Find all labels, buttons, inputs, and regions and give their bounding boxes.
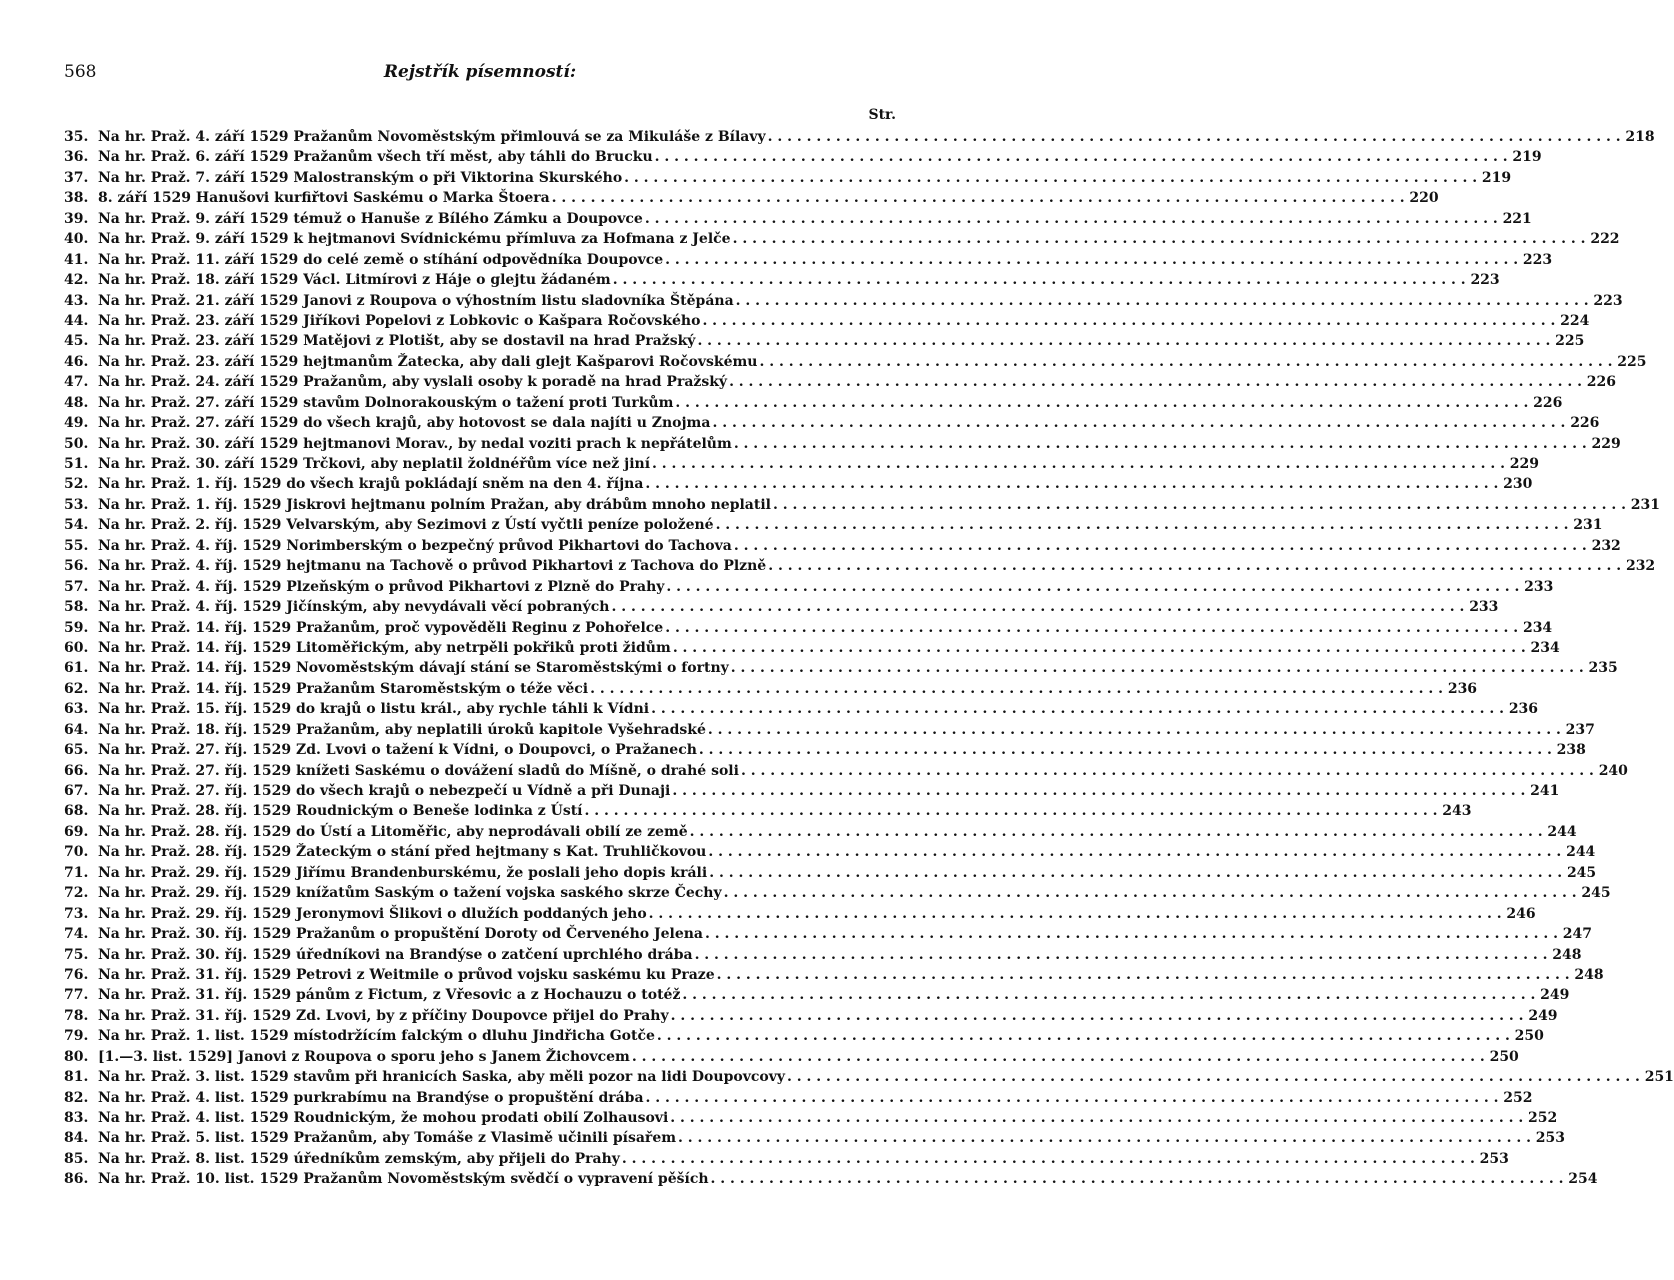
entry-text: Na hr. Praž. 4. říj. 1529 Jičínským, aby nevydávali věcí pobraných [98,599,610,616]
register-entry [64,1088,1533,1108]
entry-page: 252 [1528,1110,1558,1126]
entry-page: 229 [1591,435,1621,452]
entry-page: 223 [1593,292,1623,309]
register-entry [64,924,1592,944]
leader-dots [712,413,1565,433]
entry-text: Na hr. Praž. 18. říj. 1529 Pražanům, aby neplatili úroků kapitole Vyšehradské [98,721,706,738]
leader-dots [649,904,1502,924]
entry-number: 40. [64,231,89,248]
page-header [64,62,896,86]
entry-text: Na hr. Praž. 30. říj. 1529 úředníkovi na Brandýse o zatčení uprchlého drába [98,946,693,963]
register-entry [64,372,1617,392]
entry-page: 221 [1502,210,1532,227]
register-entry [64,454,1539,474]
entry-page: 231 [1573,517,1603,534]
register-entry [64,1149,1509,1169]
leader-dots [584,801,1437,821]
leader-dots [733,229,1586,249]
register-entry [64,515,1603,535]
entry-text: Na hr. Praž. 27. září 1529 do všech krajů, aby hotovost se dala najíti u Znojma [98,415,711,432]
entry-number: 60. [64,639,89,656]
leader-dots [734,536,1587,556]
leader-dots [711,1169,1564,1189]
entry-number: 69. [64,823,89,840]
entry-page: 223 [1470,272,1500,289]
entry-text: Na hr. Praž. 31. říj. 1529 Petrovi z Weitmile o průvod vojsku saskému ku Praze [98,966,715,983]
entry-number: 47. [64,374,89,391]
register-list [64,127,1674,1190]
register-entry [64,904,1536,924]
entry-page: 245 [1581,885,1611,902]
entry-number: 50. [64,435,89,452]
leader-dots [651,699,1504,719]
leader-dots [622,1149,1475,1169]
register-entry [64,434,1621,454]
entry-page: 243 [1442,803,1472,820]
register-entry [64,229,1620,249]
entry-number: 74. [64,926,89,943]
register-entry [64,209,1532,229]
leader-dots [624,168,1477,188]
register-entry [64,679,1478,699]
register-entry [64,945,1582,965]
entry-text: Na hr. Praž. 29. říj. 1529 Jiřímu Brandenburskému, že poslali jeho dopis králi [98,864,708,881]
entry-number: 36. [64,149,89,166]
entry-page: 248 [1574,966,1604,983]
entry-page: 236 [1447,680,1478,697]
entry-page: 250 [1514,1028,1544,1045]
entry-text: Na hr. Praž. 31. říj. 1529 Zd. Lvovi, by z příčiny Doupovce přijel do Prahy [98,1007,669,1024]
entry-number: 81. [64,1069,89,1086]
entry-page: 235 [1588,660,1618,677]
entry-page: 251 [1644,1069,1674,1086]
entry-text: Na hr. Praž. 31. říj. 1529 pánům z Fictum, z Vřesovic a z Hochauzu o totéž [98,987,681,1004]
entry-text: Na hr. Praž. 5. list. 1529 Pražanům, aby Tomáše z Vlasimě učinili písařem [98,1130,677,1147]
entry-text: Na hr. Praž. 21. září 1529 Janovi z Roupova o výhostním listu sladovníka Štěpána [98,292,734,309]
entry-text: Na hr. Praž. 28. říj. 1529 Žateckým o stání před hejtmany s Kat. Truhličkovou [98,844,707,861]
leader-dots [787,1067,1640,1087]
entry-number: 46. [64,353,89,370]
leader-dots [699,740,1552,760]
register-entry [64,1128,1566,1148]
entry-text: [1.—3. list. 1529] Janovi z Roupova o sporu jeho s Janem Žichovcem [98,1048,630,1065]
register-entry [64,270,1500,290]
leader-dots [670,1108,1523,1128]
leader-dots [632,1047,1485,1067]
register-entry [64,1067,1674,1087]
entry-number: 59. [64,619,89,636]
entry-number: 72. [64,885,89,902]
entry-number: 61. [64,660,89,677]
leader-dots [655,147,1508,167]
register-entry [64,597,1499,617]
entry-page: 225 [1555,333,1585,350]
leader-dots [773,495,1626,515]
leader-dots [708,720,1561,740]
entry-page: 226 [1533,394,1563,411]
entry-number: 45. [64,333,89,350]
entry-page: 234 [1530,639,1560,656]
entry-page: 233 [1469,599,1499,616]
register-entry [64,1026,1544,1046]
leader-dots [675,393,1528,413]
entry-page: 224 [1560,312,1590,329]
register-entry [64,474,1533,494]
entry-text: Na hr. Praž. 18. září 1529 Václ. Litmírovi z Háje o glejtu žádaném [98,272,611,289]
leader-dots [646,1088,1499,1108]
register-entry [64,147,1542,167]
entry-number: 55. [64,537,89,554]
entry-page: 234 [1522,619,1553,636]
entry-page: 248 [1552,946,1582,963]
register-entry [64,863,1597,883]
running-title: Rejstřík písemností: [383,62,577,82]
entry-number: 71. [64,864,89,881]
leader-dots [690,822,1543,842]
register-entry [64,556,1656,576]
register-entry [64,536,1621,556]
leader-dots [657,1026,1510,1046]
leader-dots [613,270,1466,290]
entry-number: 83. [64,1110,89,1126]
register-entry [64,291,1623,311]
entry-number: 86. [64,1171,89,1188]
entry-page: 249 [1528,1007,1558,1024]
entry-number: 43. [64,292,89,309]
register-entry [64,761,1628,781]
register-entry [64,311,1590,331]
entry-text: Na hr. Praž. 14. říj. 1529 Pražanům Staroměstským o téže věci [98,680,589,697]
entry-text: Na hr. Praž. 1. říj. 1529 Jiskrovi hejtmanu polním Pražan, aby drábům mnoho neplatil [98,496,771,513]
entry-page: 249 [1540,987,1570,1004]
entry-page: 240 [1598,762,1628,779]
entry-page: 219 [1512,149,1542,166]
entry-number: 78. [64,1007,89,1024]
entry-number: 80. [64,1048,89,1065]
entry-page: 229 [1509,456,1539,472]
entry-number: 85. [64,1150,89,1167]
entry-text: Na hr. Praž. 30. říj. 1529 Pražanům o propuštění Doroty od Červeného Jelena [98,926,703,943]
leader-dots [590,679,1443,699]
entry-text: Na hr. Praž. 23. září 1529 hejtmanům Žatecka, aby dali glejt Kašparovi Ročovskému [98,353,758,370]
entry-number: 75. [64,946,89,963]
register-entry [64,699,1539,719]
entry-page: 253 [1479,1150,1509,1167]
entry-number: 63. [64,701,89,718]
register-entry [64,250,1553,270]
entry-page: 245 [1566,864,1597,881]
page-number: 568 [64,62,97,82]
entry-number: 49. [64,415,89,432]
entry-text: Na hr. Praž. 4. říj. 1529 Norimberským o bezpečný průvod Pikhartovi do Tachova [98,537,732,554]
entry-number: 66. [64,762,89,779]
entry-text: Na hr. Praž. 23. září 1529 Matějovi z Plotišt, aby se dostavil na hrad Pražský [98,333,696,350]
entry-text: Na hr. Praž. 23. září 1529 Jiříkovi Popelovi z Lobkovic o Kašpara Ročovského [98,312,701,329]
entry-page: 250 [1489,1048,1519,1065]
entry-number: 56. [64,558,89,575]
leader-dots [673,638,1526,658]
entry-page: 241 [1530,783,1560,799]
entry-text: Na hr. Praž. 10. list. 1529 Pražanům Novoměstským svědčí o vypravení pěších [98,1171,709,1188]
entry-text: Na hr. Praž. 3. list. 1529 stavům při hranicích Saska, aby měli pozor na lidi Doupovcovy [98,1069,785,1086]
register-entry [64,883,1611,903]
entry-number: 64. [64,721,89,738]
leader-dots [759,352,1612,372]
entry-number: 58. [64,599,89,616]
entry-text: Na hr. Praž. 24. září 1529 Pražanům, aby vyslali osoby k poradě na hrad Pražský [98,374,728,391]
register-entry [64,352,1647,372]
register-entry [64,658,1618,678]
entry-number: 79. [64,1028,89,1045]
entry-number: 52. [64,476,89,493]
entry-number: 38. [64,190,89,207]
leader-dots [724,883,1577,903]
register-entry [64,781,1560,801]
entry-page: 231 [1630,496,1660,513]
entry-number: 42. [64,272,89,289]
leader-dots [768,127,1621,147]
entry-number: 57. [64,578,89,595]
register-entry [64,1169,1598,1189]
entry-text: Na hr. Praž. 14. říj. 1529 Novoměstským dávají stání se Staroměstskými o fortny [98,660,729,677]
entry-page: 218 [1625,129,1655,145]
entry-page: 237 [1565,721,1595,738]
entry-page: 247 [1562,926,1592,943]
entry-number: 48. [64,394,89,411]
entry-text: Na hr. Praž. 1. list. 1529 místodržícím falckým o dluhu Jindřicha Gotče [98,1028,655,1045]
entry-text: Na hr. Praž. 4. září 1529 Pražanům Novoměstským přimlouvá se za Mikuláše z Bílavy [98,129,766,145]
entry-number: 37. [64,169,89,186]
entry-text: Na hr. Praž. 27. září 1529 stavům Dolnorakouským o tažení proti Turkům [98,394,674,411]
entry-text: Na hr. Praž. 9. září 1529 k hejtmanovi Svídnickému přímluva za Hofmana z Jelče [98,231,731,248]
register-entry [64,413,1600,433]
entry-text: 8. září 1529 Hanušovi kurfiřtovi Saskému o Marka Štoera [98,190,550,207]
entry-text: Na hr. Praž. 8. list. 1529 úředníkům zemským, aby přijeli do Prahy [98,1150,620,1167]
entry-number: 84. [64,1130,89,1147]
entry-text: Na hr. Praž. 6. září 1529 Pražanům všech tří měst, aby táhli do Brucku [98,149,653,166]
leader-dots [716,515,1569,535]
register-entry [64,393,1563,413]
entry-page: 219 [1481,169,1512,186]
entry-text: Na hr. Praž. 14. říj. 1529 Pražanům, proč vypověděli Reginu z Pohořelce [98,619,664,636]
entry-text: Na hr. Praž. 11. září 1529 do celé země o stíhání odpovědníka Doupovce [98,251,664,268]
entry-number: 77. [64,987,89,1004]
entry-number: 70. [64,844,89,861]
entry-text: Na hr. Praž. 29. říj. 1529 knížatům Saským o tažení vojska saského skrze Čechy [98,885,722,902]
entry-page: 253 [1535,1130,1566,1147]
entry-page: 220 [1409,190,1439,207]
entry-text: Na hr. Praž. 27. říj. 1529 Zd. Lvovi o tažení k Vídni, o Doupovci, o Pražanech [98,742,697,759]
register-entry [64,720,1595,740]
register-entry [64,331,1585,351]
register-entry [64,1108,1558,1128]
register-entry [64,985,1570,1005]
entry-page: 233 [1524,578,1554,595]
leader-dots [645,474,1498,494]
entry-page: 236 [1508,701,1539,718]
leader-dots [717,965,1570,985]
leader-dots [672,781,1525,801]
entry-page: 232 [1625,558,1656,575]
leader-dots [665,250,1518,270]
entry-number: 53. [64,496,89,513]
entry-number: 62. [64,680,89,697]
entry-number: 67. [64,783,89,799]
leader-dots [768,556,1621,576]
entry-text: Na hr. Praž. 14. říj. 1529 Litoměřickým, aby netrpěli pokřiků proti židům [98,639,671,656]
entry-text: Na hr. Praž. 30. září 1529 hejtmanovi Morav., by nedal voziti prach k nepřátelům [98,435,732,452]
entry-page: 244 [1547,823,1577,840]
leader-dots [552,188,1405,208]
entry-text: Na hr. Praž. 7. září 1529 Malostranským o při Viktorina Skurského [98,169,623,186]
entry-page: 254 [1568,1171,1598,1188]
entry-number: 41. [64,251,89,268]
entry-number: 76. [64,966,89,983]
entry-number: 35. [64,129,89,145]
register-entry [64,638,1560,658]
entry-page: 252 [1503,1089,1533,1106]
leader-dots [729,372,1582,392]
leader-dots [678,1128,1531,1148]
entry-number: 73. [64,905,89,922]
register-entry [64,740,1586,760]
leader-dots [734,434,1587,454]
entry-text: Na hr. Praž. 30. září 1529 Trčkovi, aby neplatil žoldnéřům více než jiní [98,456,651,472]
entry-number: 39. [64,210,89,227]
leader-dots [741,761,1594,781]
leader-dots [665,618,1518,638]
entry-text: Na hr. Praž. 4. říj. 1529 hejtmanu na Tachově o průvod Pikhartovi z Tachova do Plzně [98,558,767,575]
entry-text: Na hr. Praž. 4. list. 1529 purkrabímu na Brandýse o propuštění drába [98,1089,644,1106]
entry-page: 226 [1586,374,1617,391]
register-entry [64,965,1604,985]
leader-dots [645,209,1498,229]
register-entry [64,801,1472,821]
leader-dots [697,331,1550,351]
leader-dots [695,945,1548,965]
entry-page: 238 [1556,742,1586,759]
entry-number: 44. [64,312,89,329]
entry-text: Na hr. Praž. 27. říj. 1529 do všech krajů o nebezpečí u Vídně a při Dunaji [98,783,671,799]
entry-page: 232 [1591,537,1621,554]
entry-page: 246 [1506,905,1536,922]
entry-text: Na hr. Praž. 1. říj. 1529 do všech krajů pokládají sněm na den 4. října [98,476,644,493]
entry-text: Na hr. Praž. 29. říj. 1529 Jeronymovi Šlikovi o dlužích poddaných jeho [98,905,647,922]
entry-number: 65. [64,742,89,759]
register-entry [64,822,1577,842]
page-column-label: Str. [868,107,896,123]
entry-text: Na hr. Praž. 2. říj. 1529 Velvarským, aby Sezimovi z Ústí vyčtli peníze položené [98,517,714,534]
register-entry [64,842,1596,862]
register-entry [64,618,1553,638]
entry-text: Na hr. Praž. 28. říj. 1529 do Ústí a Litoměřic, aby neprodávali obilí ze země [98,823,688,840]
entry-text: Na hr. Praž. 27. říj. 1529 knížeti Saskému o dovážení sladů do Míšně, o drahé soli [98,762,739,779]
entry-number: 54. [64,517,89,534]
entry-page: 230 [1503,476,1533,493]
leader-dots [611,597,1464,617]
leader-dots [736,291,1589,311]
register-entry [64,1047,1519,1067]
entry-number: 82. [64,1089,89,1106]
entry-number: 51. [64,456,89,472]
entry-page: 226 [1570,415,1600,432]
leader-dots [702,311,1555,331]
leader-dots [666,577,1519,597]
leader-dots [682,985,1535,1005]
entry-page: 244 [1566,844,1596,861]
leader-dots [652,454,1505,474]
register-entry [64,495,1660,515]
register-entry [64,127,1655,147]
entry-page: 223 [1522,251,1553,268]
leader-dots [709,863,1562,883]
entry-page: 222 [1590,231,1620,248]
leader-dots [705,924,1558,944]
entry-text: Na hr. Praž. 4. list. 1529 Roudnickým, že mohou prodati obilí Zolhausovi [98,1110,669,1126]
entry-page: 225 [1617,353,1647,370]
register-entry [64,188,1439,208]
register-entry [64,168,1512,188]
entry-text: Na hr. Praž. 15. říj. 1529 do krajů o listu král., aby rychle táhli k Vídni [98,701,650,718]
entry-text: Na hr. Praž. 28. říj. 1529 Roudnickým o Beneše lodinka z Ústí [98,803,583,820]
entry-number: 68. [64,803,89,820]
leader-dots [671,1006,1524,1026]
register-entry [64,577,1554,597]
leader-dots [708,842,1561,862]
leader-dots [731,658,1584,678]
register-entry [64,1006,1558,1026]
entry-text: Na hr. Praž. 9. září 1529 témuž o Hanuše z Bílého Zámku a Doupovce [98,210,643,227]
entry-text: Na hr. Praž. 4. říj. 1529 Plzeňským o průvod Pikhartovi z Plzně do Prahy [98,578,665,595]
